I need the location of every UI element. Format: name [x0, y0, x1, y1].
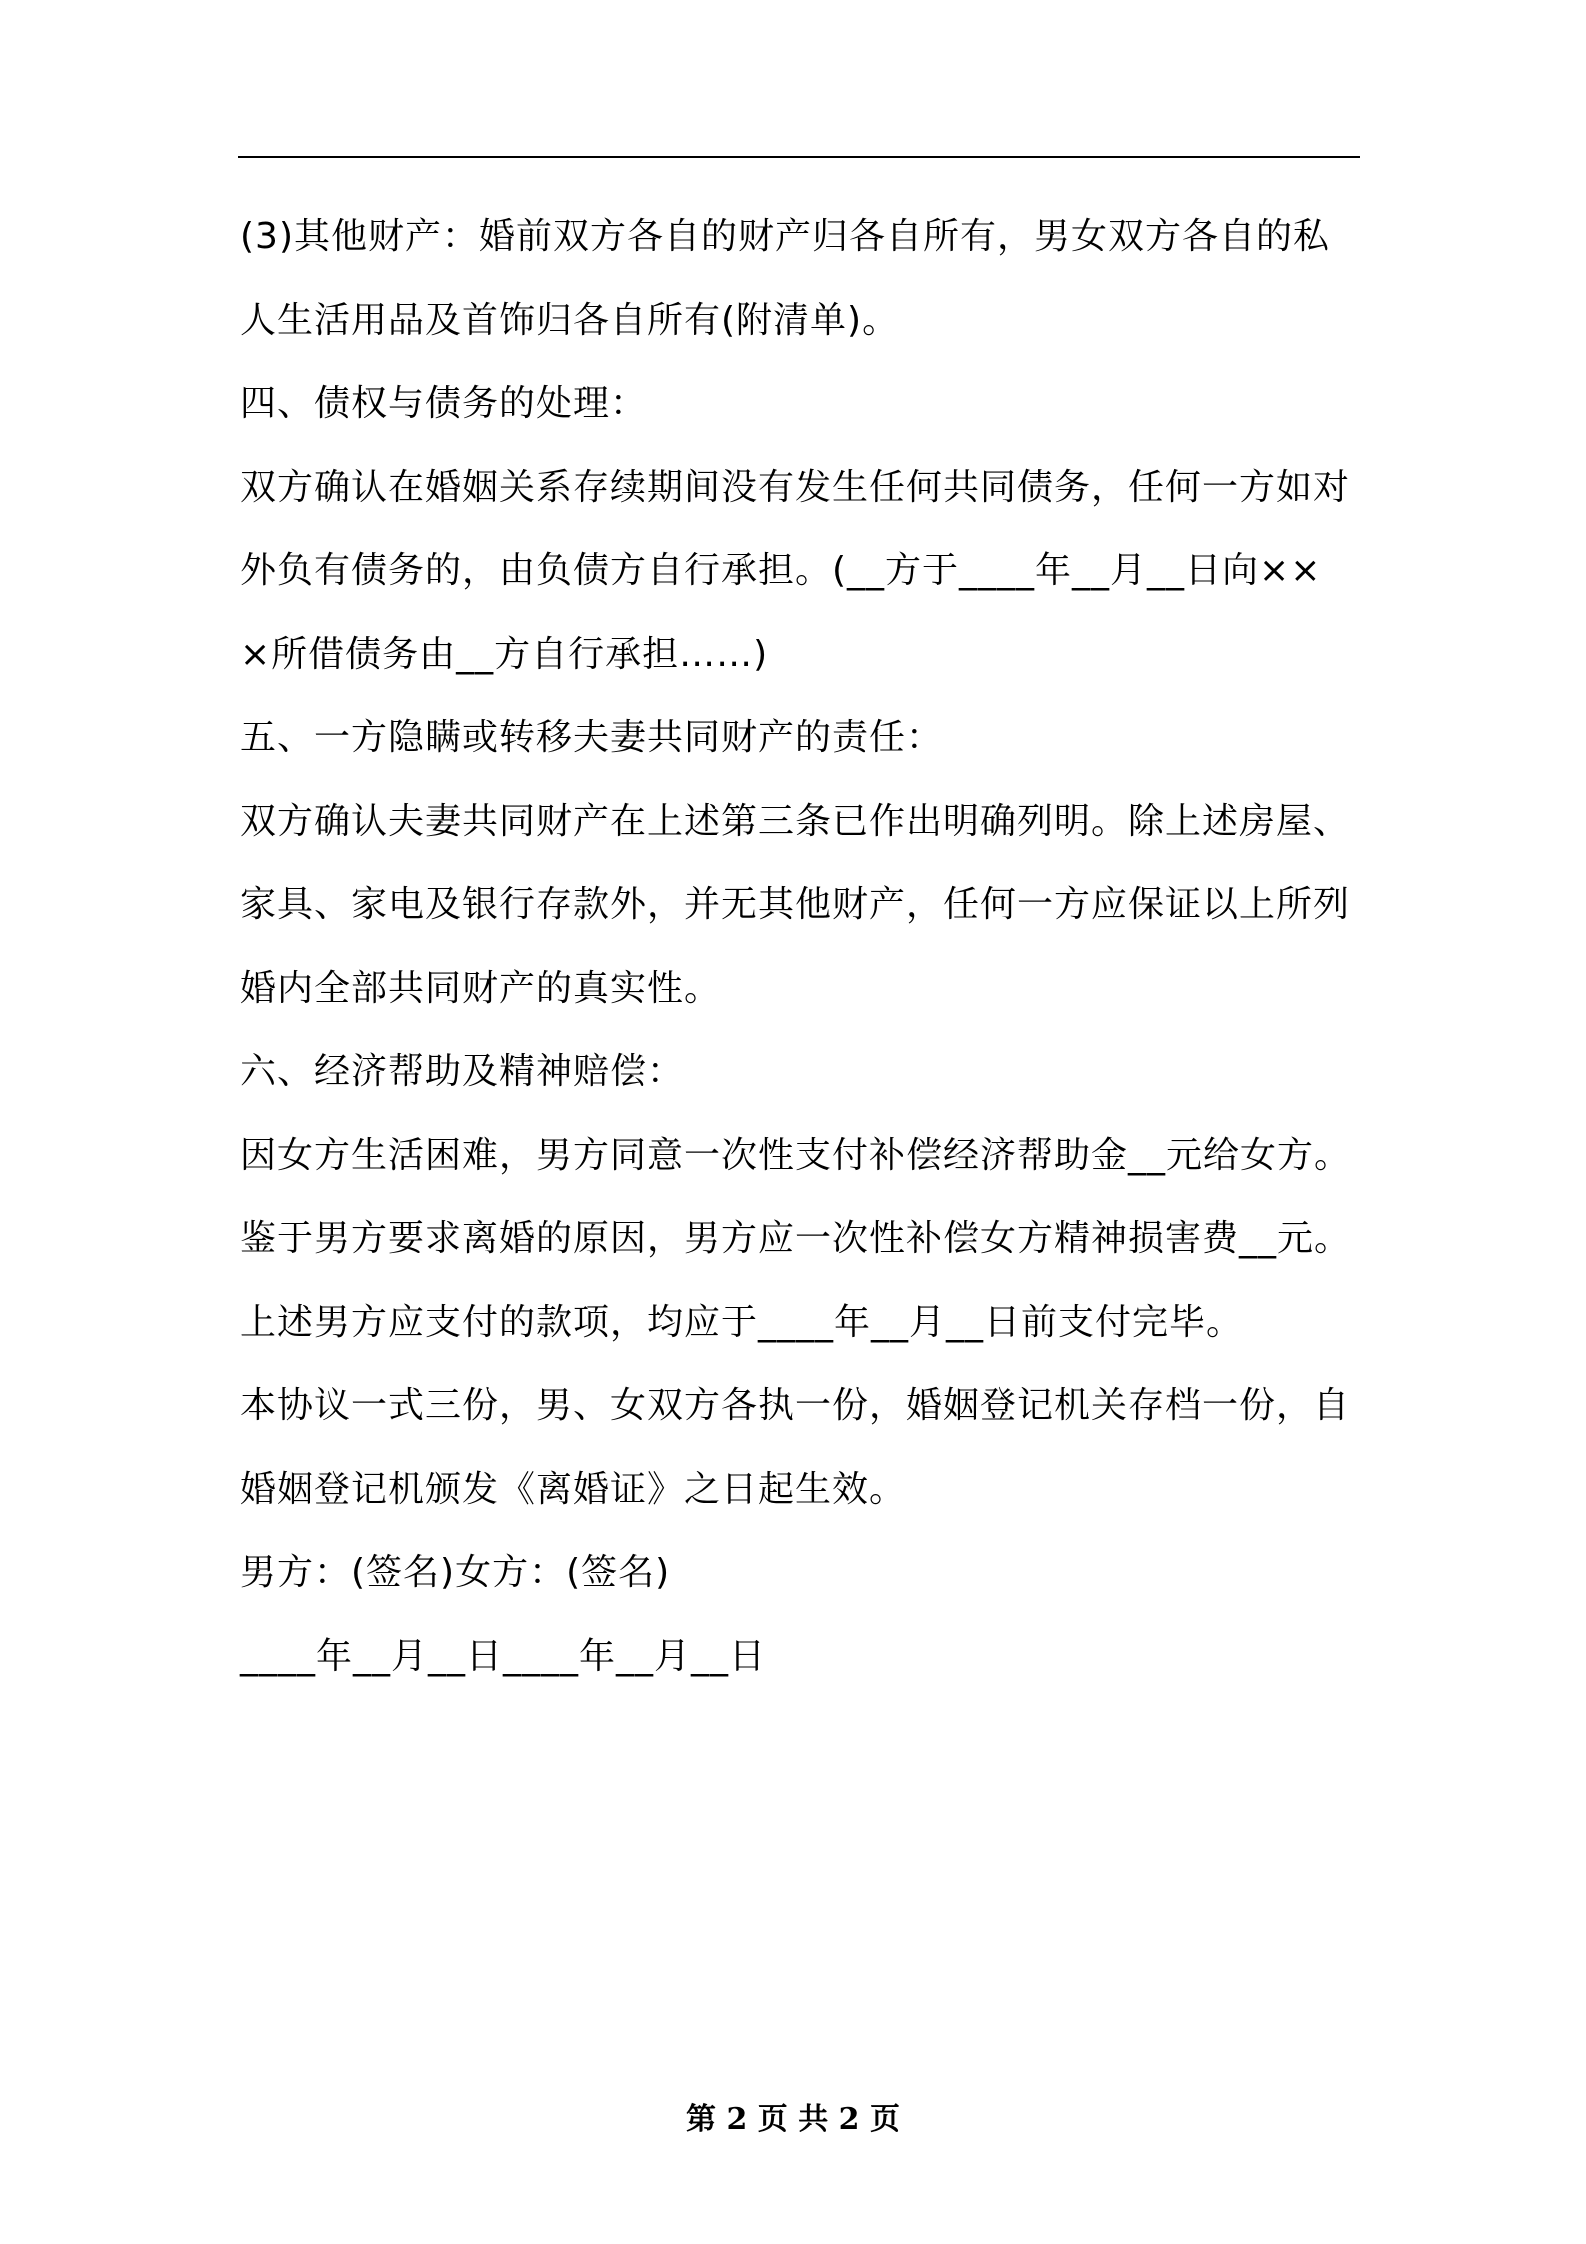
- date-line: ____年__月__日____年__月__日: [240, 1635, 767, 1677]
- text-line-debts-2: 外负有债务的，由负债方自行承担。(__方于____年__月__日向××: [240, 550, 1322, 591]
- section-heading-compensation: 六、经济帮助及精神赔偿：: [240, 1051, 685, 1092]
- text-line-concealment-3: 婚内全部共同财产的真实性。: [240, 967, 722, 1009]
- text-line-debts-1: 双方确认在婚姻关系存续期间没有发生任何共同债务，任何一方如对: [240, 466, 1351, 508]
- signature-line: 男方：(签名)女方：(签名): [240, 1552, 671, 1593]
- text-line-concealment-1: 双方确认夫妻共同财产在上述第三条已作出明确列明。除上述房屋、: [240, 800, 1351, 842]
- text-line-compensation-1: 因女方生活困难，男方同意一次性支付补偿经济帮助金__元给女方。: [240, 1134, 1352, 1176]
- text-line-copies-1: 本协议一式三份，男、女双方各执一份，婚姻登记机关存档一份，自: [240, 1385, 1351, 1426]
- document-body: [240, 195, 1370, 1698]
- section-heading-concealment: 五、一方隐瞒或转移夫妻共同财产的责任：: [240, 717, 944, 758]
- section-heading-debts: 四、债权与债务的处理：: [240, 383, 648, 424]
- text-line-payment-deadline: 上述男方应支付的款项，均应于____年__月__日前支付完毕。: [240, 1301, 1244, 1343]
- header-divider: [238, 156, 1360, 158]
- text-line-other-property: (3)其他财产：婚前双方各自的财产归各自所有，男女双方各自的私: [240, 216, 1330, 257]
- text-line-debts-3: ×所借债务由__方自行承担……): [240, 633, 769, 675]
- page-number: 第 2 页 共 2 页: [686, 2102, 900, 2137]
- text-line-personal-items: 人生活用品及首饰归各自所有(附清单)。: [240, 299, 900, 341]
- text-line-copies-2: 婚姻登记机颁发《离婚证》之日起生效。: [240, 1468, 907, 1510]
- text-line-concealment-2: 家具、家电及银行存款外，并无其他财产，任何一方应保证以上所列: [240, 884, 1351, 925]
- text-line-compensation-2: 鉴于男方要求离婚的原因，男方应一次性补偿女方精神损害费__元。: [240, 1218, 1352, 1259]
